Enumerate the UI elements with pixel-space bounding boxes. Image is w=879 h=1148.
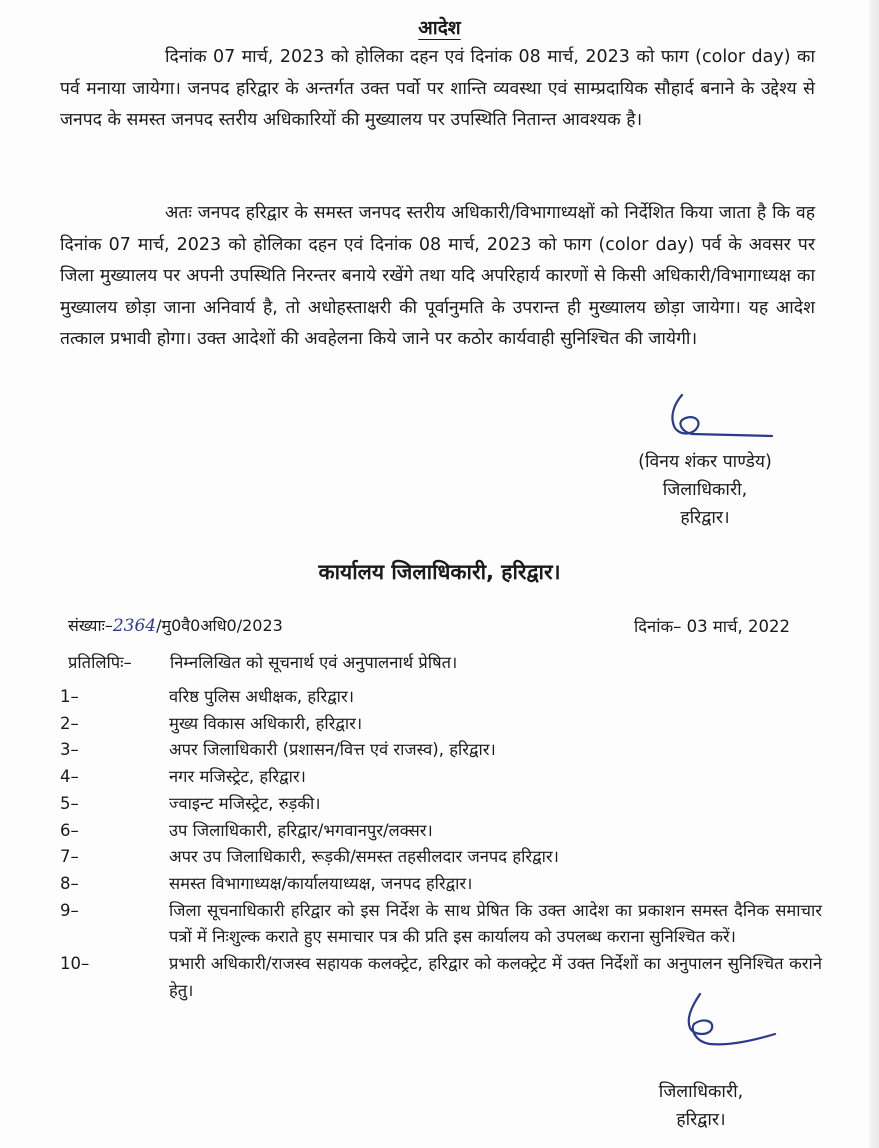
list-item	[52, 684, 822, 711]
copy-to-line	[68, 650, 457, 673]
list-item	[52, 737, 822, 764]
item-number: 1–	[60, 687, 79, 706]
signatory-1-name: (विनय शंकर पाण्डेय)	[638, 452, 772, 472]
document-title	[0, 14, 879, 40]
issue-date: दिनांक– 03 मार्च, 2022	[634, 617, 790, 636]
recipient-list	[52, 684, 822, 1004]
reference-prefix: संख्याः–	[68, 616, 113, 635]
item-number: 5–	[60, 793, 79, 813]
item-text: समस्त विभागाध्यक्ष/कार्यालयाध्यक्ष, जनपद हरिद्वार।	[169, 873, 473, 893]
item-text: अपर उप जिलाधिकारी, रूड़की/समस्त तहसीलदार जनपद हरिद्वार।	[169, 847, 559, 867]
list-item	[52, 791, 822, 818]
item-text: प्रभारी अधिकारी/राजस्व सहायक कलक्ट्रेट, हरिद्वार को कलक्ट्रेट में उक्त निर्देशों का अनुपालन सुनिश्चित कराने हेतु।	[169, 954, 822, 1000]
item-text: उप जिलाधिकारी, हरिद्वार/भगवानपुर/लक्सर।	[169, 820, 433, 840]
copy-label: प्रतिलिपिः–	[68, 653, 132, 672]
signature-1-icon	[660, 390, 780, 450]
order-paragraph-1	[60, 42, 815, 137]
signature-2-icon	[670, 990, 780, 1070]
signatory-1-place: हरिद्वार।	[680, 508, 730, 528]
item-text: अपर जिलाधिकारी (प्रशासन/वित्त एवं राजस्व), हरिद्वार।	[169, 740, 496, 760]
item-text: नगर मजिस्ट्रेट, हरिद्वार।	[169, 767, 306, 787]
title-text: आदेश	[418, 17, 461, 39]
reference-suffix: /मु0वै0अधि0/2023	[156, 616, 283, 635]
reference-handwritten-number: 2364	[112, 616, 157, 636]
item-number: 4–	[60, 767, 79, 787]
list-item	[52, 711, 822, 738]
signatory-1-block	[590, 448, 820, 532]
item-text: वरिष्ठ पुलिस अधीक्षक, हरिद्वार।	[169, 687, 354, 706]
item-number: 2–	[60, 713, 79, 733]
item-number: 3–	[60, 740, 79, 760]
signatory-1-designation: जिलाधिकारी,	[662, 480, 748, 500]
item-text: जिला सूचनाधिकारी हरिद्वार को इस निर्देश के साथ प्रेषित कि उक्त आदेश का प्रकाशन समस्त दैनिक समाचार पत्रों में निःशुल्क कराते हुए समाचार पत्र की प्रति इस कार्यालय को उपलब्ध कराना सुनिश्चित करें।	[169, 900, 822, 947]
copy-text: निम्नलिखित को सूचनार्थ एवं अनुपालनार्थ प्रेषित।	[170, 653, 458, 672]
office-heading: कार्यालय जिलाधिकारी, हरिद्वार।	[318, 560, 561, 584]
reference-number	[68, 614, 283, 636]
list-item	[52, 871, 822, 898]
item-number: 10–	[60, 954, 90, 974]
item-number: 6–	[60, 820, 79, 840]
page-edge-shadow	[869, 0, 879, 1148]
item-text: मुख्य विकास अधिकारी, हरिद्वार।	[169, 713, 363, 733]
order-paragraph-2	[60, 198, 815, 356]
item-number: 9–	[60, 900, 79, 920]
signatory-2-block	[626, 1078, 776, 1134]
item-number: 7–	[60, 847, 79, 867]
list-item	[52, 818, 822, 845]
paragraph-1-text: दिनांक 07 मार्च, 2023 को होलिका दहन एवं दिनांक 08 मार्च, 2023 को फाग (color day) का पर्व मनाया जायेगा। जनपद हरिद्वार के अन्तर्गत उक्त पर्वो पर शान्ति व्यवस्था एवं साम्प्रदायिक सौहार्द बनाने के उद्देश्य से जनपद के समस्त जनपद स्तरीय अधिकारियों की मुख्यालय पर उपस्थिति नितान्त आवश्यक है।	[60, 47, 815, 130]
paragraph-2-text: अतः जनपद हरिद्वार के समस्त जनपद स्तरीय अधिकारी/विभागाध्यक्षों को निर्देशित किया जाता है कि वह दिनांक 07 मार्च, 2023 को होलिका दहन एवं दिनांक 08 मार्च, 2023 को फाग (color day) पर्व के अवसर पर जिला मुख्यालय पर अपनी उपस्थिति निरन्तर बनाये रखेंगे तथा यदि अपरिहार्य कारणों से किसी अधिकारी/विभागाध्यक्ष का मुख्यालय छोड़ा जाना अनिवार्य है, तो अधोहस्ताक्षरी की पूर्वानुमति के उपरान्त ही मुख्यालय छोड़ा जायेगा। यह आदेश तत्काल प्रभावी होगा। उक्त आदेशों की अवहेलना किये जाने पर कठोर कार्यवाही सुनिश्चित की जायेगी।	[60, 203, 815, 349]
list-item	[52, 764, 822, 791]
list-item	[52, 844, 822, 871]
item-number: 8–	[60, 873, 79, 893]
list-item	[52, 898, 822, 951]
signatory-2-place: हरिद्वार।	[676, 1110, 726, 1130]
item-text: ज्वाइन्ट मजिस्ट्रेट, रुड़की।	[169, 793, 321, 813]
signatory-2-designation: जिलाधिकारी,	[658, 1082, 744, 1102]
